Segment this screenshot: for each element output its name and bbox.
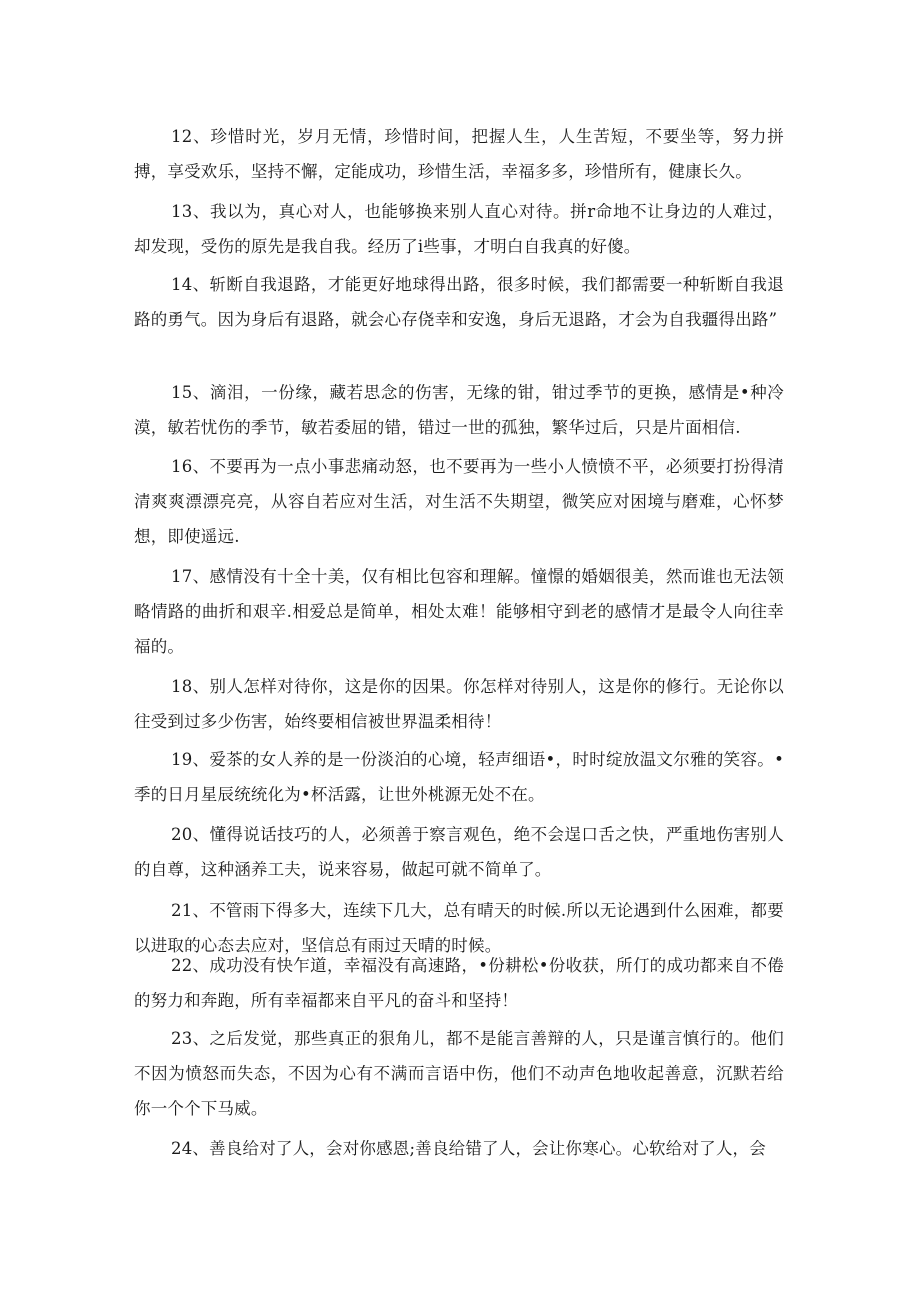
paragraph-24: 24、善良给对了人，会对你感恩;善良给错了人，会让你寒心。心软给对了人，会 — [171, 1139, 766, 1158]
paragraph-15: 15、滴泪，一份缘，藏若思念的伤害，无缘的钳，钳过季节的更换，感情是•种冷漠，敏若忧伤的季节，敏若委屈的错，错过一世的孤独，繁华过后，只是片面相信. — [134, 383, 784, 437]
paragraph-23: 23、之后发觉，那些真正的狠角儿，都不是能言善辩的人，只是谨言慎行的。他们不因为愤怒而失态，不因为心有不满而言语中伤，他们不动声色地收起善意，沉默若给你一个个下马威。 — [134, 1029, 784, 1118]
paragraph-12: 12、珍惜时光，岁月无情，珍惜时间，把握人生，人生苦短，不要坐等，努力拼搏，享受欢乐，坚持不懈，定能成功，珍惜生活，幸福多多，珍惜所有，健康长久。 — [134, 127, 784, 181]
paragraph-21: 21、不管雨下得多大，连续下几大，总有晴天的时候.所以无论遇到什么困难，都要以进取的心态去应对，坚信总有雨过天晴的时候。 — [134, 901, 784, 955]
paragraph-19: 19、爱茶的女人养的是一份淡泊的心境，轻声细语•，时时绽放温文尔雅的笑容。•季的日月星辰统统化为•杯活露，让世外桃源无处不在。 — [134, 750, 784, 804]
paragraph-17: 17、感情没有十全十美，仅有相比包容和理解。憧憬的婚姻很美，然而谁也无法领略情路的曲折和艰辛.相爱总是简单，相处太难！能够相守到老的感情才是最令人向往幸福的。 — [134, 567, 784, 656]
paragraph-16: 16、不要再为一点小事悲痛动怒，也不要再为一些小人愤愤不平，必须要打扮得清清爽爽漂漂亮亮，从容自若应对生活，对生活不失期望，微笑应对困境与磨难，心怀梦想，即使遥远. — [134, 457, 784, 546]
paragraph-18: 18、别人怎样对待你，这是你的因果。你怎样对待别人，这是你的修行。无论你以往受到过多少伤害，始终要相信被世界温柔相待！ — [134, 677, 784, 731]
paragraph-20: 20、懂得说话技巧的人，必须善于察言观色，绝不会逞口舌之快，严重地伤害别人的自尊，这种涵养工夫，说来容易，做起可就不简单了。 — [134, 825, 784, 879]
paragraph-22: 22、成功没有快乍道，幸福没有高速路，•份耕松•份收获，所仃的成功都来自不倦的努力和奔跑，所有幸福都来自平凡的奋斗和坚持！ — [134, 956, 784, 1010]
paragraph-13: 13、我以为，真心对人，也能够换来别人直心对待。拼r命地不让身边的人难过，却发现，受伤的原先是我自我。经历了i些事，才明白自我真的好傻。 — [134, 202, 784, 256]
paragraph-14: 14、斩断自我退路，才能更好地球得出路，很多时候，我们都需要一种斩断自我退路的勇气。因为身后有退路，就会心存侥幸和安逸，身后无退路，才会为自我疆得出路” — [134, 275, 784, 329]
